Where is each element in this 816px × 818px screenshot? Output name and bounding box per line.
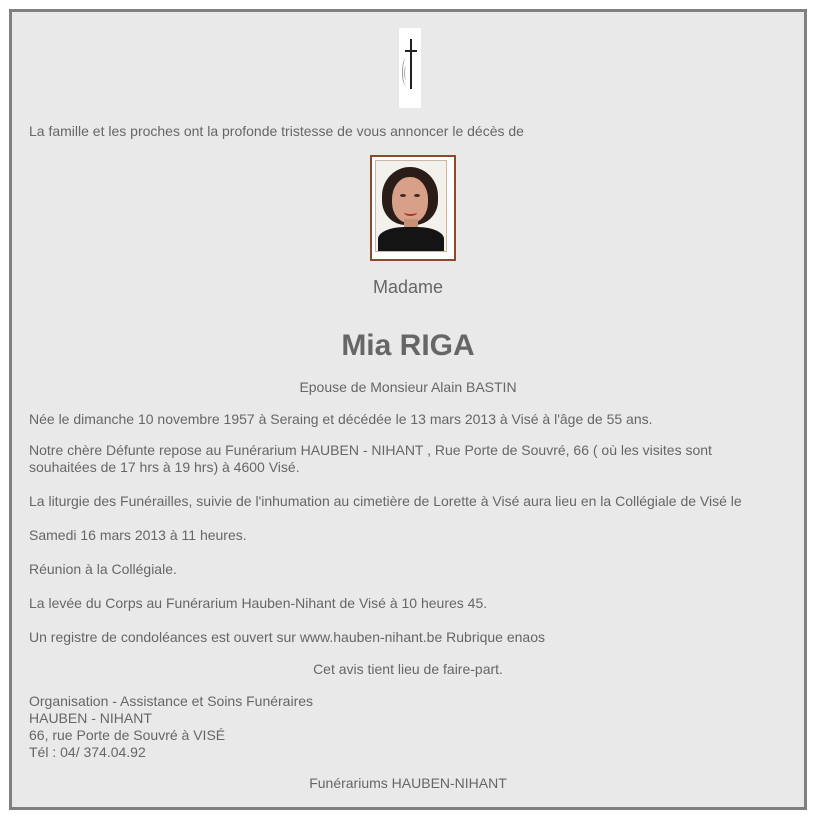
- deceased-portrait: [370, 155, 456, 261]
- notice-text: Cet avis tient lieu de faire-part.: [313, 661, 503, 677]
- organisation-line1: Organisation - Assistance et Soins Funéraires: [29, 693, 314, 709]
- birth-death-text: Née le dimanche 10 novembre 1957 à Seraing et décédée le 13 mars 2013 à Visé à l'âge de 55 ans.: [29, 411, 653, 427]
- date-time-text: Samedi 16 mars 2013 à 11 heures.: [29, 527, 247, 543]
- liturgy-text: La liturgie des Funérailles, suivie de l'inhumation au cimetière de Lorette à Visé aura lieu en la Collégiale de Visé le: [29, 493, 742, 509]
- rest-text-line2: souhaitées de 17 hrs à 19 hrs) à 4600 Visé.: [29, 459, 300, 475]
- cross-icon: [399, 28, 421, 108]
- spouse-text: Epouse de Monsieur Alain BASTIN: [299, 379, 517, 395]
- obituary-card: [9, 9, 807, 810]
- deceased-name: Mia RIGA: [341, 329, 475, 362]
- title-prefix: Madame: [372, 277, 444, 297]
- organisation-phone: Tél : 04/ 374.04.92: [29, 744, 146, 760]
- footer-text: Funérariums HAUBEN-NIHANT: [309, 775, 507, 791]
- organisation-line3: 66, rue Porte de Souvré à VISÉ: [29, 727, 226, 743]
- levee-text: La levée du Corps au Funérarium Hauben-Nihant de Visé à 10 heures 45.: [29, 595, 488, 611]
- rest-text-line1: Notre chère Défunte repose au Funérarium HAUBEN - NIHANT , Rue Porte de Souvré, 66 ( où les visites sont: [29, 442, 712, 458]
- intro-text: La famille et les proches ont la profonde tristesse de vous annoncer le décès de: [29, 123, 524, 139]
- register-text: Un registre de condoléances est ouvert sur www.hauben-nihant.be Rubrique enaos: [29, 629, 545, 645]
- meeting-text: Réunion à la Collégiale.: [29, 561, 177, 577]
- organisation-line2: HAUBEN - NIHANT: [29, 710, 152, 726]
